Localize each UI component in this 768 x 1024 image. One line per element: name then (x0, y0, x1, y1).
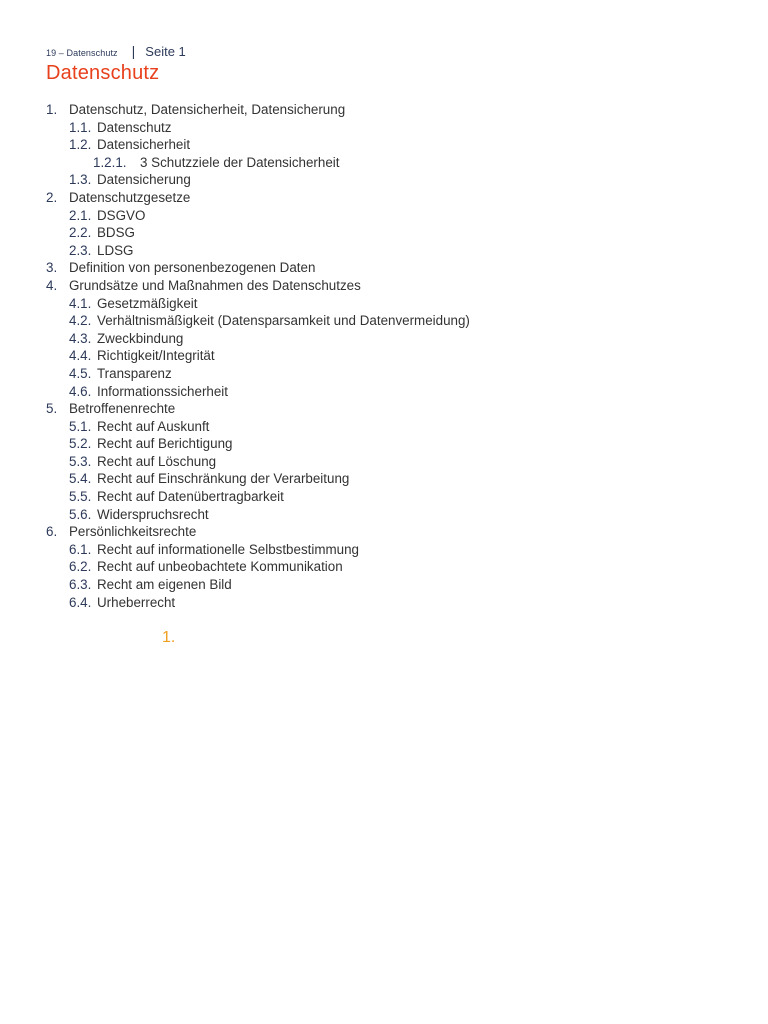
toc-entry-number: 6.2. (69, 559, 92, 575)
toc-entry-number: 4.2. (69, 313, 92, 329)
toc-entry-number: 4.5. (69, 365, 92, 381)
toc-entry-label: Zweckbindung (97, 330, 184, 346)
toc-entry-label: Definition von personenbezogenen Daten (69, 260, 316, 276)
section-heading-number: 1. (162, 629, 176, 646)
toc-entry-number: 1.3. (69, 172, 92, 188)
toc-entry-number: 5.6. (69, 506, 92, 522)
toc-entry-number: 5.5. (69, 489, 92, 505)
toc-entry-number: 2.3. (69, 242, 92, 258)
toc-entry-number: 5.1. (69, 418, 92, 434)
toc-entry-label: Recht auf Datenübertragbarkeit (97, 489, 284, 505)
toc-entry-number: 4.6. (69, 383, 92, 399)
toc-entry-number: 5.4. (69, 471, 92, 487)
page-header (46, 43, 186, 59)
toc-entry-label: 3 Schutzziele der Datensicherheit (140, 154, 340, 170)
toc-entry-label: LDSG (97, 242, 134, 258)
toc-entry-number: 6.1. (69, 541, 92, 557)
toc-entry-label: Recht auf Auskunft (97, 418, 210, 434)
toc-entry-number: 1.1. (69, 119, 92, 135)
toc-entry-label: Datensicherung (97, 172, 191, 188)
toc-entry-label: Recht auf informationelle Selbstbestimmung (97, 541, 359, 557)
toc-entry-number: 5.2. (69, 436, 92, 452)
toc-entry-label: Datenschutz, Datensicherheit, Datensicherung (69, 102, 346, 117)
toc-entry-number: 6. (46, 524, 58, 540)
toc-entry-label: Transparenz (97, 365, 172, 381)
toc-entry-label: Persönlichkeitsrechte (69, 524, 197, 540)
toc-entry-label: Recht auf unbeobachtete Kommunikation (97, 559, 343, 575)
toc-entry-label: Recht am eigenen Bild (97, 577, 232, 593)
toc-entry-label: Recht auf Einschränkung der Verarbeitung (97, 471, 350, 487)
toc-entry-label: Recht auf Berichtigung (97, 436, 233, 452)
toc-entry-number: 1.2.1. (93, 154, 127, 170)
toc-entry-number: 6.3. (69, 577, 92, 593)
toc-entry-number: 4.3. (69, 330, 92, 346)
toc-entry-label: Richtigkeit/Integrität (97, 348, 215, 364)
toc-entry-number: 1.2. (69, 137, 92, 153)
toc-entry-label: Betroffenenrechte (69, 401, 176, 417)
toc-entry-number: 6.4. (69, 594, 92, 610)
header-separator: | (131, 43, 136, 59)
toc-entry-label: Informationssicherheit (97, 383, 228, 399)
toc-entry-number: 2. (46, 189, 58, 205)
header-page-number: Seite 1 (145, 44, 186, 59)
toc-entry-number: 4.1. (69, 295, 92, 311)
toc-entry-number: 4.4. (69, 348, 92, 364)
toc-entry-number: 4. (46, 277, 58, 293)
toc-entry-label: Recht auf Löschung (97, 453, 217, 469)
toc-entry-number: 5. (46, 401, 58, 417)
toc-entry-label: Datensicherheit (97, 137, 191, 153)
toc-entry-label: Grundsätze und Maßnahmen des Datenschutzes (69, 277, 361, 293)
toc-entry-number: 3. (46, 260, 58, 276)
toc-entry-label: Datenschutzgesetze (69, 189, 191, 205)
toc-entry-number: 1. (46, 102, 58, 117)
toc-entry-label: Widerspruchsrecht (97, 506, 209, 522)
toc-entry-label: DSGVO (97, 207, 146, 223)
toc-entry-number: 2.1. (69, 207, 92, 223)
toc-entry-label: Gesetzmäßigkeit (97, 295, 198, 311)
document-title: Datenschutz (46, 62, 160, 84)
header-section: 19 – Datenschutz (46, 48, 118, 58)
toc-entry-label: Urheberrecht (97, 594, 176, 610)
toc-entry-label: Datenschutz (97, 119, 172, 135)
toc-entry-number: 2.2. (69, 225, 92, 241)
toc-entry-number: 5.3. (69, 453, 92, 469)
toc-entry-label: Verhältnismäßigkeit (Datensparsamkeit und Datenvermeidung) (97, 313, 470, 329)
toc-entry-label: BDSG (97, 225, 135, 241)
